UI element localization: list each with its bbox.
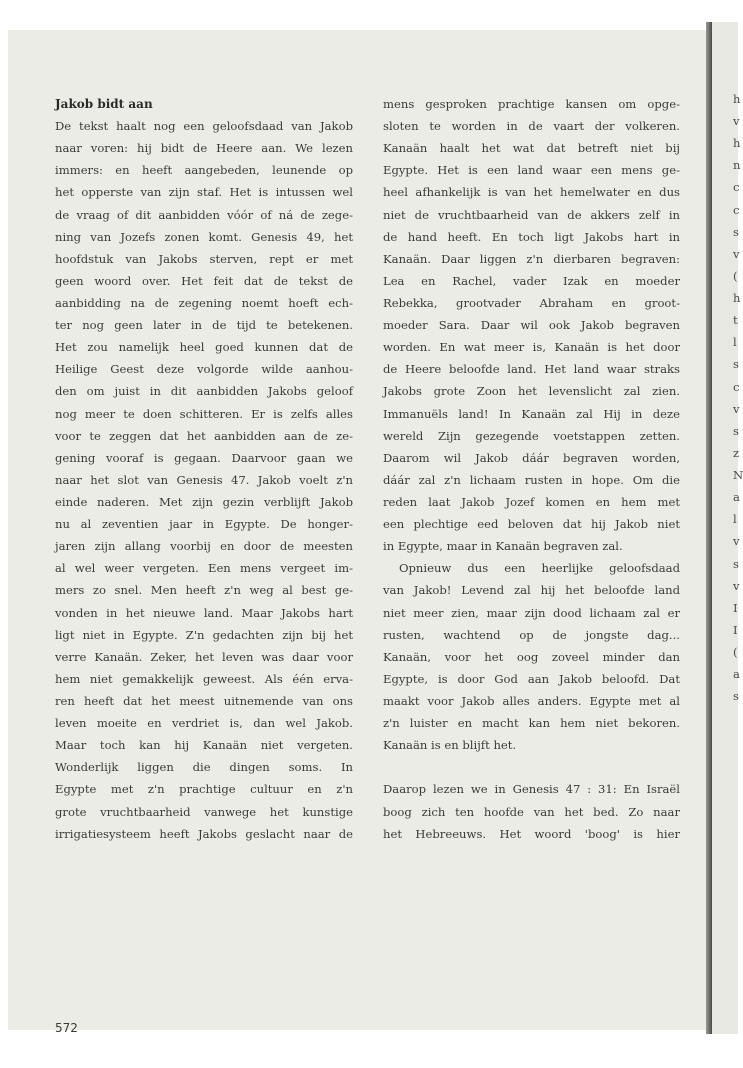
- next-page-char: s: [733, 357, 739, 372]
- next-page-char: c: [733, 180, 740, 195]
- text-line: hoofdstuk van Jakobs sterven, rept er met: [55, 251, 353, 266]
- text-line: ren heeft dat het meest uitnemende van ons: [55, 693, 353, 708]
- text-line: het opperste van zijn staf. Het is intussen wel: [55, 185, 353, 200]
- text-line: in Egypte, maar in Kanaän begraven zal.: [383, 539, 623, 554]
- next-page-char: v: [733, 534, 740, 549]
- text-line: ning van Jozefs zonen komt. Genesis 49, het: [55, 229, 353, 244]
- next-page-char: l: [733, 335, 737, 350]
- text-line: Maar toch kan hij Kanaän niet vergeten.: [55, 738, 353, 753]
- text-line: naar het slot van Genesis 47. Jakob voelt z'n: [55, 472, 353, 487]
- page-number: 572: [55, 1021, 78, 1035]
- text-line: Egypte. Het is een land waar een mens ge-: [383, 163, 680, 178]
- next-page-char: N: [733, 468, 743, 483]
- text-line: moeder Sara. Daar wil ook Jakob begraven: [383, 318, 680, 333]
- text-line: niet de vruchtbaarheid van de akkers zelf in: [383, 207, 680, 222]
- text-line: Egypte met z'n prachtige cultuur en z'n: [55, 782, 353, 797]
- text-line: naar voren: hij bidt de Heere aan. We lezen: [55, 141, 353, 156]
- text-line: Opnieuw dus een heerlijke geloofsdaad: [399, 561, 680, 576]
- text-line: ligt niet in Egypte. Z'n gedachten zijn bij het: [55, 627, 353, 642]
- text-line: heel afhankelijk is van het hemelwater en dus: [383, 185, 680, 200]
- text-line: Kanaän haalt het wat dat betreft niet bij: [383, 141, 680, 156]
- next-page-char: v: [733, 401, 740, 416]
- next-page-char: t: [733, 313, 738, 328]
- text-line: voor te zeggen dat het aanbidden aan de ze-: [55, 428, 353, 443]
- text-line: z'n luister en macht kan hem niet bekoren.: [383, 716, 680, 731]
- text-line: hem niet gemakkelijk geweest. Als één erva-: [55, 671, 353, 686]
- text-line: nog meer te doen schitteren. Er is zelfs alles: [55, 406, 353, 421]
- text-line: de vraag of dit aanbidden vóór of ná de zege-: [55, 207, 353, 222]
- text-line: worden. En wat meer is, Kanaän is het door: [383, 340, 680, 355]
- next-page-char: a: [733, 667, 740, 682]
- text-line: Lea en Rachel, vader Izak en moeder: [383, 273, 680, 288]
- text-line: Immanuëls land! In Kanaän zal Hij in deze: [383, 406, 680, 421]
- next-page-char: (: [733, 268, 738, 283]
- next-page-char: c: [733, 379, 740, 394]
- next-page-char: v: [733, 578, 740, 593]
- next-page-char: n: [733, 158, 741, 173]
- text-line: Wonderlijk liggen die dingen soms. In: [55, 760, 353, 775]
- text-line: nu al zeventien jaar in Egypte. De honger-: [55, 517, 353, 532]
- next-page-char: h: [733, 92, 741, 106]
- text-line: geen woord over. Het feit dat de tekst de: [55, 273, 353, 288]
- text-line: een plechtige eed beloven dat hij Jakob niet: [383, 517, 680, 532]
- next-page-char: h: [733, 136, 741, 151]
- right-paragraph-3: [383, 778, 680, 844]
- text-line: van Jakob! Levend zal hij het beloofde land: [383, 583, 680, 598]
- next-page-char: v: [733, 114, 740, 129]
- next-page-char: h: [733, 291, 741, 306]
- next-page-char: I: [733, 622, 738, 637]
- text-line: aanbidding na de zegening noemt hoeft ech-: [55, 295, 353, 310]
- next-page-edge: [712, 22, 743, 1034]
- text-line: dáár zal z'n lichaam rusten in hope. Om die: [383, 472, 680, 487]
- next-page-char: s: [733, 224, 739, 239]
- text-line: ter nog geen later in de tijd te betekenen.: [55, 318, 353, 333]
- next-page-char: s: [733, 556, 739, 571]
- text-line: Daarop lezen we in Genesis 47 : 31: En Israël: [383, 782, 680, 797]
- text-line: irrigatiesysteem heeft Jakobs geslacht naar de: [55, 826, 353, 841]
- text-line: grote vruchtbaarheid vanwege het kunstige: [55, 804, 353, 819]
- text-line: het Hebreeuws. Het woord 'boog' is hier: [383, 826, 680, 841]
- text-line: maakt voor Jakob alles anders. Egypte met al: [383, 693, 680, 708]
- text-line: Het zou namelijk heel goed kunnen dat de: [55, 340, 353, 355]
- text-line: reden laat Jakob Jozef komen en hem met: [383, 494, 680, 509]
- next-page-char: (: [733, 645, 738, 659]
- paragraph-gap: [383, 756, 680, 778]
- next-page-char: l: [733, 512, 737, 527]
- text-line: Egypte, is door God aan Jakob beloofd. Dat: [383, 671, 680, 686]
- text-line: al wel weer vergeten. Een mens vergeet im-: [55, 561, 353, 576]
- next-page-char: v: [733, 246, 740, 261]
- text-line: de Heere beloofde land. Het land waar straks: [383, 362, 680, 377]
- right-paragraph-2: [383, 557, 680, 756]
- text-line: mers zo snel. Men heeft z'n weg al best ge-: [55, 583, 353, 598]
- next-page-char: I: [733, 600, 738, 615]
- text-line: boog zich ten hoofde van het bed. Zo naar: [383, 804, 680, 819]
- text-line: immers: en heeft aangebeden, leunende op: [55, 163, 353, 178]
- text-line: wereld Zijn gezegende voetstappen zetten.: [383, 428, 680, 443]
- text-line: vonden in het nieuwe land. Maar Jakobs hart: [55, 605, 353, 620]
- text-line: leven moeite en verdriet is, dan wel Jakob.: [55, 716, 353, 731]
- text-line: gening vooraf is gegaan. Daarvoor gaan we: [55, 450, 353, 465]
- text-line: sloten te worden in de vaart der volkeren.: [383, 119, 680, 134]
- text-line: Daarom wil Jakob dáár begraven worden,: [383, 450, 680, 465]
- text-line: den om juist in dit aanbidden Jakobs geloof: [55, 384, 353, 399]
- text-line: einde naderen. Met zijn gezin verblijft Jakob: [55, 494, 353, 509]
- next-page-char: s: [733, 423, 739, 438]
- text-line: Heilige Geest deze volgorde wilde aanhou-: [55, 362, 353, 377]
- text-line: verre Kanaän. Zeker, het leven was daar voor: [55, 649, 353, 664]
- text-line: Jakobs grote Zoon het levenslicht zal zien.: [383, 384, 680, 399]
- text-line: Rebekka, grootvader Abraham en groot-: [383, 295, 680, 310]
- next-page-char: s: [733, 689, 739, 704]
- text-line: rusten, wachtend op de jongste dag...: [383, 627, 680, 642]
- text-line: niet meer zien, maar zijn dood lichaam zal er: [383, 605, 680, 620]
- next-page-char: c: [733, 202, 740, 217]
- left-column: [55, 93, 353, 845]
- right-column: [383, 93, 680, 845]
- next-page-char: z: [733, 445, 740, 460]
- text-line: jaren zijn allang voorbij en door de meesten: [55, 539, 353, 554]
- text-line: Kanaän is en blijft het.: [383, 738, 517, 753]
- text-line: Kanaän, voor het oog zoveel minder dan: [383, 649, 680, 664]
- left-column-text: [55, 115, 353, 845]
- text-line: mens gesproken prachtige kansen om opge-: [383, 97, 680, 111]
- section-heading: Jakob bidt aan: [55, 97, 153, 111]
- text-line: Kanaän. Daar liggen z'n dierbaren begraven:: [383, 251, 680, 266]
- text-line: De tekst haalt nog een geloofsdaad van Jakob: [55, 119, 353, 134]
- next-page-char: a: [733, 490, 740, 505]
- right-paragraph-1: [383, 93, 680, 557]
- text-line: de hand heeft. En toch ligt Jakobs hart in: [383, 229, 680, 244]
